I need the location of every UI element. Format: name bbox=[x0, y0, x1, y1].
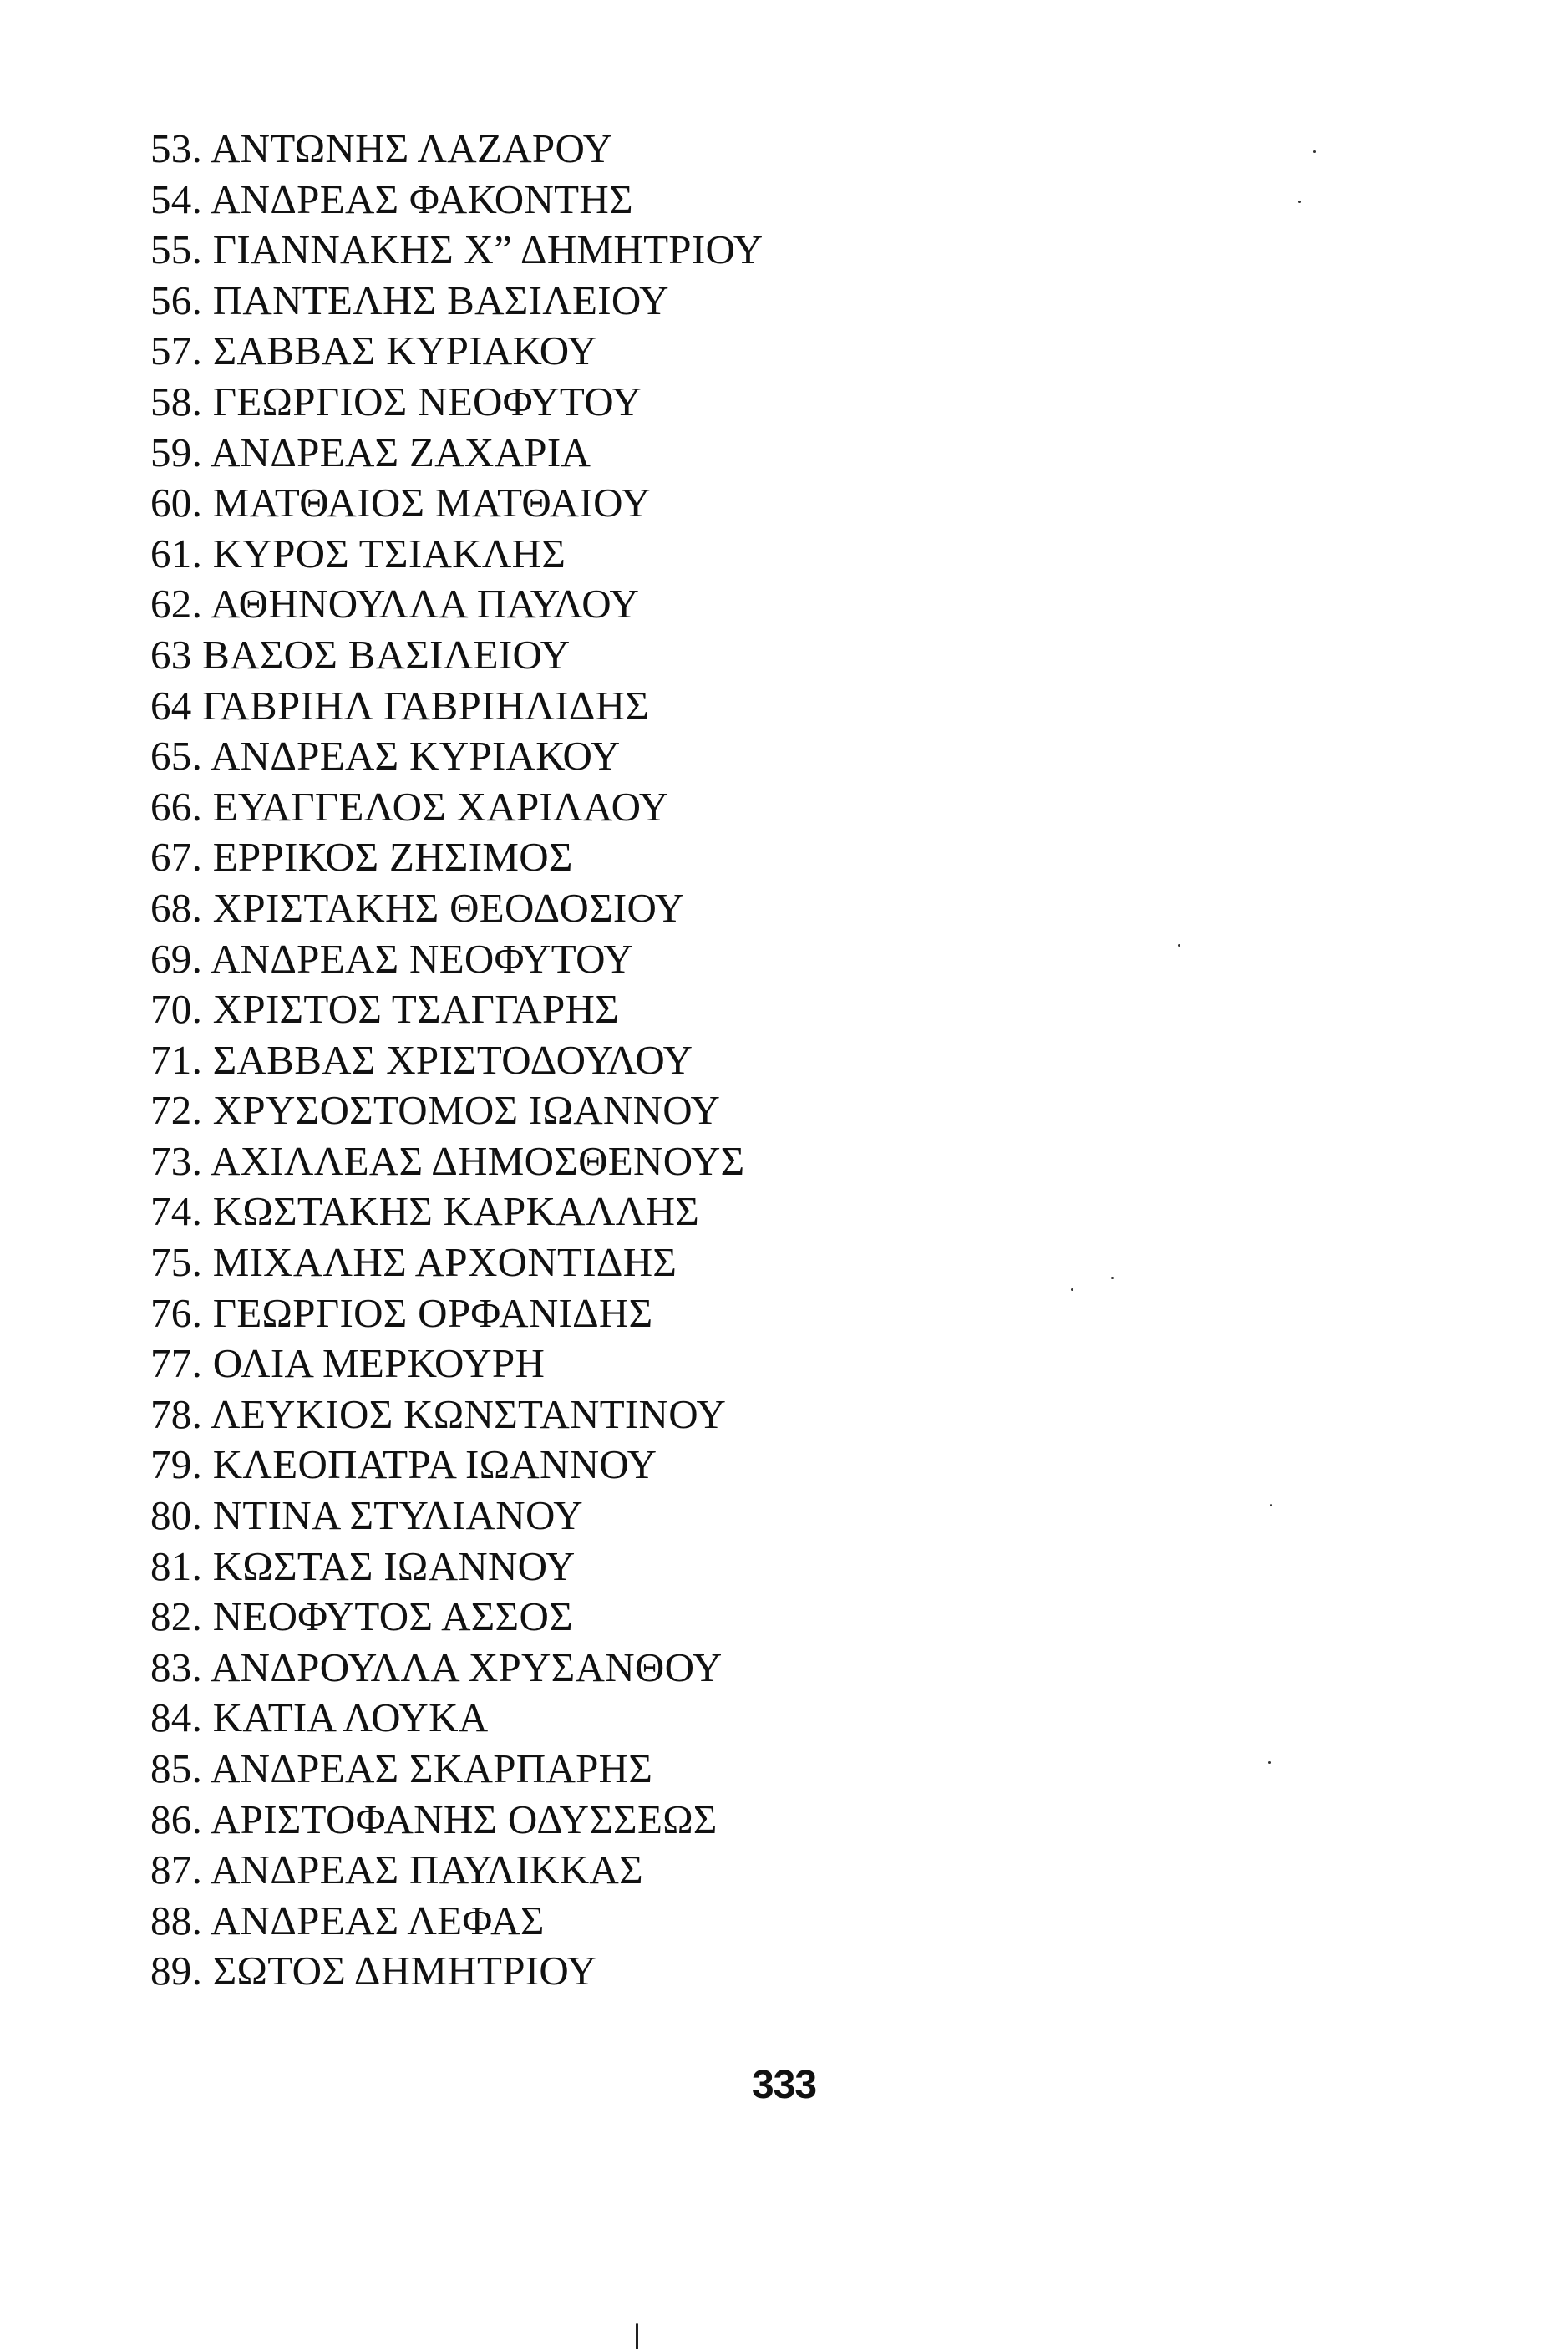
list-item: 68. ΧΡΙΣΤΑΚΗΣ ΘΕΟΔΟΣΙΟΥ bbox=[150, 884, 685, 931]
list-item: 81. ΚΩΣΤΑΣ ΙΩΑΝΝΟΥ bbox=[150, 1542, 576, 1589]
list-item: 61. ΚΥΡΟΣ ΤΣΙΑΚΛΗΣ bbox=[150, 530, 566, 577]
list-item: 58. ΓΕΩΡΓΙΟΣ ΝΕΟΦΥΤΟΥ bbox=[150, 378, 642, 424]
scan-speck bbox=[1111, 1277, 1114, 1279]
page-number: 333 bbox=[751, 2063, 817, 2107]
list-item: 85. ΑΝΔΡΕΑΣ ΣΚΑΡΠΑΡΗΣ bbox=[150, 1745, 653, 1791]
list-item: 65. ΑΝΔΡΕΑΣ ΚΥΡΙΑΚΟΥ bbox=[150, 733, 621, 780]
list-item: 54. ΑΝΔΡΕΑΣ ΦΑΚΟΝΤΗΣ bbox=[150, 175, 633, 222]
list-item: 80. ΝΤΙΝΑ ΣΤΥΛΙΑΝΟΥ bbox=[150, 1492, 583, 1539]
list-item: 73. ΑΧΙΛΛΕΑΣ ΔΗΜΟΣΘΕΝΟΥΣ bbox=[150, 1137, 745, 1184]
name-list bbox=[150, 124, 763, 1997]
list-item: 56. ΠΑΝΤΕΛΗΣ ΒΑΣΙΛΕΙΟΥ bbox=[150, 277, 669, 323]
list-item: 66. ΕΥΑΓΓΕΛΟΣ ΧΑΡΙΛΑΟΥ bbox=[150, 783, 669, 830]
list-item: 88. ΑΝΔΡΕΑΣ ΛΕΦΑΣ bbox=[150, 1897, 545, 1943]
list-item: 69. ΑΝΔΡΕΑΣ ΝΕΟΦΥΤΟΥ bbox=[150, 935, 634, 982]
scan-mark bbox=[636, 2323, 638, 2349]
list-item: 76. ΓΕΩΡΓΙΟΣ ΟΡΦΑΝΙΔΗΣ bbox=[150, 1289, 653, 1336]
list-item: 77. ΟΛΙΑ ΜΕΡΚΟΥΡΗ bbox=[150, 1340, 546, 1387]
list-item: 78. ΛΕΥΚΙΟΣ ΚΩΝΣΤΑΝΤΙΝΟΥ bbox=[150, 1390, 727, 1437]
list-item: 75. ΜΙΧΑΛΗΣ ΑΡΧΟΝΤΙΔΗΣ bbox=[150, 1239, 677, 1286]
list-item: 64 ΓΑΒΡΙΗΛ ΓΑΒΡΙΗΛΙΔΗΣ bbox=[150, 682, 650, 729]
list-item: 53. ΑΝΤΩΝΗΣ ΛΑΖΑΡΟΥ bbox=[150, 125, 613, 171]
list-item: 67. ΕΡΡΙΚΟΣ ΖΗΣΙΜΟΣ bbox=[150, 834, 573, 881]
list-item: 70. ΧΡΙΣΤΟΣ ΤΣΑΓΓΑΡΗΣ bbox=[150, 986, 620, 1033]
scan-speck bbox=[1270, 1504, 1272, 1506]
scan-speck bbox=[1268, 1761, 1271, 1764]
list-item: 55. ΓΙΑΝΝΑΚΗΣ Χ” ΔΗΜΗΤΡΙΟΥ bbox=[150, 226, 764, 273]
scan-speck bbox=[1313, 150, 1316, 153]
scan-speck bbox=[1298, 201, 1301, 203]
list-item: 89. ΣΩΤΟΣ ΔΗΜΗΤΡΙΟΥ bbox=[150, 1948, 597, 1994]
list-item: 71. ΣΑΒΒΑΣ ΧΡΙΣΤΟΔΟΥΛΟΥ bbox=[150, 1036, 693, 1083]
list-item: 57. ΣΑΒΒΑΣ ΚΥΡΙΑΚΟΥ bbox=[150, 328, 597, 374]
list-item: 60. ΜΑΤΘΑΙΟΣ ΜΑΤΘΑΙΟΥ bbox=[150, 480, 652, 526]
list-item: 59. ΑΝΔΡΕΑΣ ΖΑΧΑΡΙΑ bbox=[150, 429, 591, 475]
list-item: 62. ΑΘΗΝΟΥΛΛΑ ΠΑΥΛΟΥ bbox=[150, 581, 640, 627]
list-item: 74. ΚΩΣΤΑΚΗΣ ΚΑΡΚΑΛΛΗΣ bbox=[150, 1188, 700, 1235]
list-item: 72. ΧΡΥΣΟΣΤΟΜΟΣ ΙΩΑΝΝΟΥ bbox=[150, 1087, 721, 1134]
list-item: 86. ΑΡΙΣΤΟΦΑΝΗΣ ΟΔΥΣΣΕΩΣ bbox=[150, 1796, 718, 1842]
list-item: 82. ΝΕΟΦΥΤΟΣ ΑΣΣΟΣ bbox=[150, 1593, 573, 1640]
list-item: 79. ΚΛΕΟΠΑΤΡΑ ΙΩΑΝΝΟΥ bbox=[150, 1441, 657, 1488]
list-item: 87. ΑΝΔΡΕΑΣ ΠΑΥΛΙΚΚΑΣ bbox=[150, 1847, 643, 1893]
scan-speck bbox=[1071, 1288, 1073, 1291]
scan-speck bbox=[1178, 944, 1180, 947]
list-item: 83. ΑΝΔΡΟΥΛΛΑ ΧΡΥΣΑΝΘΟΥ bbox=[150, 1643, 723, 1690]
list-item: 63 ΒΑΣΟΣ ΒΑΣΙΛΕΙΟΥ bbox=[150, 631, 571, 678]
list-item: 84. ΚΑΤΙΑ ΛΟΥΚΑ bbox=[150, 1694, 489, 1741]
